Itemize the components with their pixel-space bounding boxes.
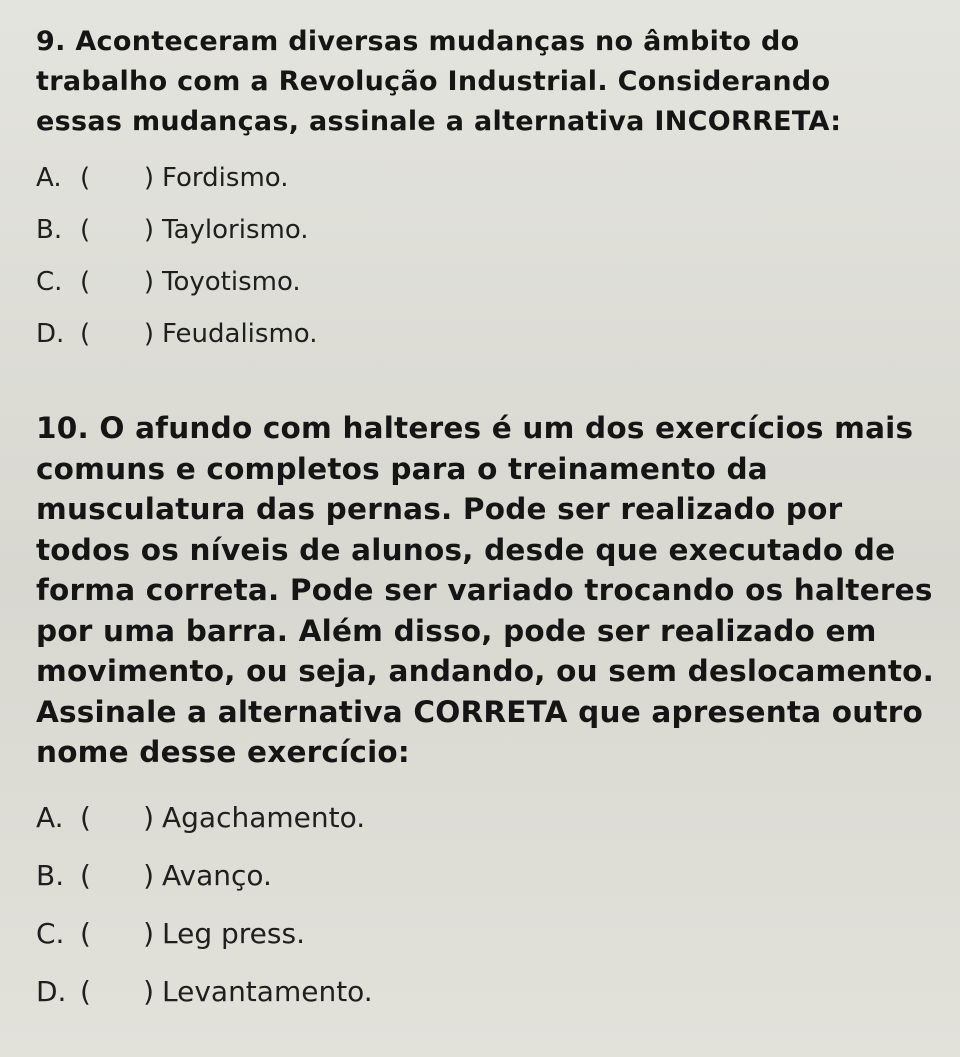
option-text: Fordismo. — [162, 163, 289, 193]
option-text: Leg press. — [162, 917, 305, 950]
answer-checkbox[interactable] — [80, 975, 154, 1008]
close-paren: ) — [143, 319, 154, 349]
option-letter: D. — [36, 319, 65, 349]
option-text: Levantamento. — [162, 975, 373, 1008]
answer-checkbox[interactable] — [80, 319, 154, 349]
option-letter: A. — [36, 801, 64, 834]
open-paren: ( — [80, 917, 91, 950]
option-text: Toyotismo. — [162, 267, 301, 297]
option-text: Agachamento. — [162, 801, 366, 834]
question-10-option-d[interactable] — [36, 963, 936, 1021]
option-letter: C. — [36, 267, 63, 297]
answer-checkbox[interactable] — [80, 163, 154, 193]
option-letter: B. — [36, 859, 65, 892]
close-paren: ) — [143, 859, 154, 892]
answer-checkbox[interactable] — [80, 267, 154, 297]
answer-checkbox[interactable] — [80, 215, 154, 245]
open-paren: ( — [80, 975, 91, 1008]
close-paren: ) — [143, 801, 154, 834]
close-paren: ) — [143, 163, 154, 193]
open-paren: ( — [80, 801, 91, 834]
question-9 — [36, 22, 916, 360]
answer-checkbox[interactable] — [80, 859, 154, 892]
option-letter: A. — [36, 163, 62, 193]
question-10-options — [36, 789, 936, 1021]
question-9-option-d[interactable] — [36, 308, 916, 360]
question-10-option-c[interactable] — [36, 905, 936, 963]
question-9-option-b[interactable] — [36, 204, 916, 256]
question-10-option-b[interactable] — [36, 847, 936, 905]
option-letter: D. — [36, 975, 67, 1008]
open-paren: ( — [80, 215, 91, 245]
open-paren: ( — [80, 267, 91, 297]
option-text: Avanço. — [162, 859, 272, 892]
question-9-options — [36, 152, 916, 360]
question-10-option-a[interactable] — [36, 789, 936, 847]
question-9-stem: 9. Aconteceram diversas mudanças no âmbito do trabalho com a Revolução Industrial. Considerando essas mudanças, assinale a alternativa INCORRETA: — [36, 26, 842, 137]
answer-checkbox[interactable] — [80, 801, 154, 834]
close-paren: ) — [143, 267, 154, 297]
option-text: Feudalismo. — [162, 319, 318, 349]
question-9-option-a[interactable] — [36, 152, 916, 204]
open-paren: ( — [80, 163, 91, 193]
close-paren: ) — [143, 215, 154, 245]
answer-checkbox[interactable] — [80, 917, 154, 950]
question-10-stem: 10. O afundo com halteres é um dos exercícios mais comuns e completos para o treinamento da musculatura das pernas. Pode ser realizado por todos os níveis de alunos, desde que executado de forma correta. Pode ser variado trocando os halteres por uma barra. Além disso, pode ser realizado em movimento, ou seja, andando, ou sem deslocamento. Assinale a alternativa CORRETA que apresenta outro nome desse exercício: — [36, 411, 935, 769]
close-paren: ) — [143, 917, 154, 950]
question-9-option-c[interactable] — [36, 256, 916, 308]
option-text: Taylorismo. — [162, 215, 309, 245]
open-paren: ( — [80, 319, 91, 349]
question-10 — [36, 408, 936, 1021]
open-paren: ( — [80, 859, 91, 892]
option-letter: B. — [36, 215, 63, 245]
close-paren: ) — [143, 975, 154, 1008]
option-letter: C. — [36, 917, 65, 950]
